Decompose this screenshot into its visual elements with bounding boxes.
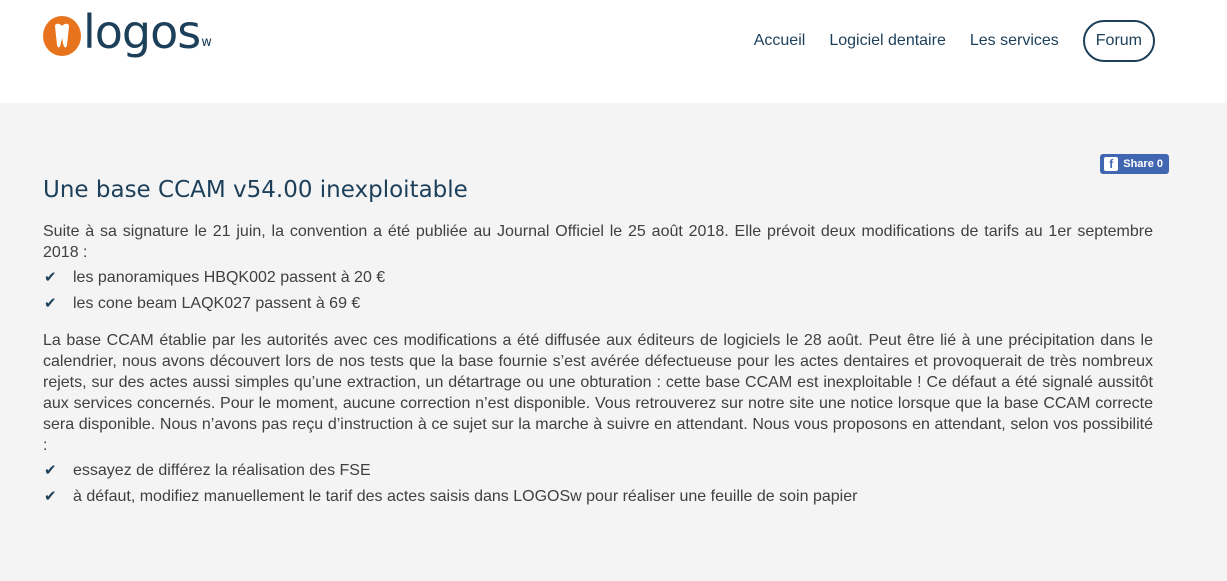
tariff-list: [43, 267, 1153, 314]
recommendation-list: [43, 460, 1153, 507]
tooth-icon: [43, 16, 81, 56]
list-item: ✔ les panoramiques HBQK002 passent à 20 €: [44, 269, 386, 286]
nav-les-services[interactable]: Les services: [969, 32, 1059, 49]
list-item: ✔ essayez de différez la réalisation des FSE: [44, 462, 371, 479]
check-icon: ✔: [44, 488, 57, 505]
article-body: La base CCAM établie par les autorités avec ces modifications a été diffusée aux éditeurs de logiciels le 28 août. Peut être lié à une précipitation dans le calendrier, nous avons découvert lors de nos tests que la base fournie s’est avérée défectueuse pour les actes dentaires et provoquerait de très nombreux rejets, sur des actes aussi simples qu’une extraction, un détartrage ou une obturation : cette base CCAM est inexploitable ! Ce défaut a été signalé aussitôt aux services concernés. Pour le moment, aucune correction n’est disponible. Vous retrouverez sur notre site une notice lorsque que la base CCAM correcte sera disponible. Nous n’avons pas reçu d’instruction à ce sujet sur la marche à suivre en attendant. Nous vous proposons en attendant, selon vos possibilité :: [43, 332, 1153, 454]
list-item: ✔ à défaut, modifiez manuellement le tarif des actes saisis dans LOGOSw pour réaliser une feuille de soin papier: [44, 488, 858, 505]
check-icon: ✔: [44, 462, 57, 479]
article: [43, 150, 1163, 512]
check-icon: ✔: [44, 295, 57, 312]
share-label: Share 0: [1123, 158, 1163, 170]
nav-logiciel-dentaire[interactable]: Logiciel dentaire: [829, 32, 946, 49]
logo-text: logos: [83, 5, 201, 59]
forum-button[interactable]: Forum: [1083, 20, 1155, 62]
site-header: [0, 0, 1227, 103]
facebook-icon: f: [1104, 157, 1118, 171]
facebook-share-button[interactable]: [1100, 154, 1169, 174]
article-title: Une base CCAM v54.00 inexploitable: [43, 177, 468, 203]
nav-accueil[interactable]: Accueil: [753, 32, 806, 49]
logo[interactable]: [43, 5, 212, 59]
article-intro: Suite à sa signature le 21 juin, la convention a été publiée au Journal Officiel le 25 août 2018. Elle prévoit deux modifications de tarifs au 1er septembre 2018 :: [43, 223, 1153, 261]
logo-subscript: w: [201, 35, 212, 50]
list-item: ✔ les cone beam LAQK027 passent à 69 €: [44, 295, 361, 312]
main-nav: [730, 20, 1155, 62]
check-icon: ✔: [44, 269, 57, 286]
